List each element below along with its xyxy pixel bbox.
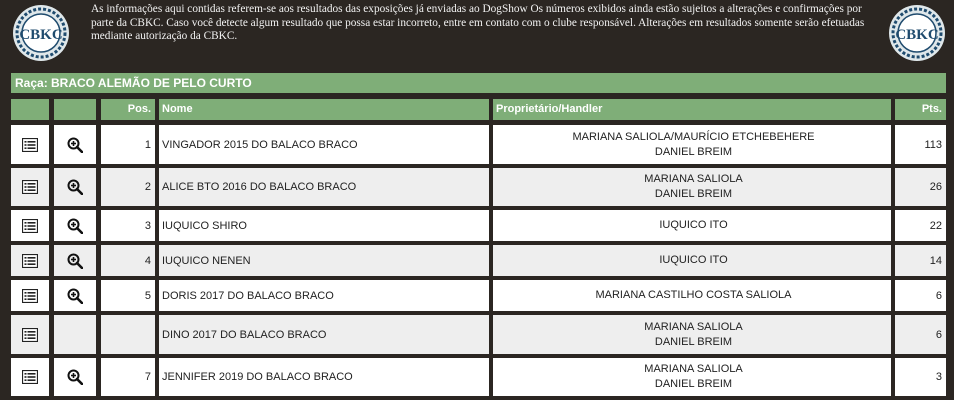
table-row: [11, 280, 946, 311]
logo-text: CBKC: [895, 27, 939, 43]
breed-title-bar: Raça: BRACO ALEMÃO DE PELO CURTO: [11, 73, 946, 93]
handler-name: DANIEL BREIM: [654, 378, 733, 390]
table-row: [11, 125, 946, 164]
owner-name: MARIANA CASTILHO COSTA SALIOLA: [595, 289, 792, 301]
header-pts: Pts.: [895, 99, 946, 120]
owner-name: IUQUICO ITO: [659, 219, 728, 231]
owner-name: MARIANA SALIOLA: [644, 363, 743, 375]
details-button[interactable]: [11, 210, 49, 241]
list-icon: [22, 328, 38, 342]
row-prop: [493, 210, 891, 241]
header-prop: Proprietário/Handler: [493, 99, 891, 120]
cbkc-logo-left: [12, 4, 70, 62]
magnifier-icon: [67, 369, 83, 385]
row-pts: 22: [895, 210, 946, 241]
row-prop: [493, 315, 891, 354]
owner-name: MARIANA SALIOLA/MAURÍCIO ETCHEBEHERE: [572, 130, 815, 143]
list-icon: [22, 254, 38, 268]
magnifier-icon: [67, 253, 83, 269]
row-pts: 6: [895, 280, 946, 311]
list-icon: [22, 138, 38, 152]
header-search-col: [54, 99, 96, 120]
header-pos: Pos.: [101, 99, 155, 120]
owner-name: IUQUICO ITO: [659, 254, 728, 266]
row-pts: 26: [895, 168, 946, 206]
search-button[interactable]: [54, 280, 96, 311]
search-button[interactable]: [54, 358, 96, 396]
owner-name: MARIANA SALIOLA: [644, 173, 743, 185]
row-prop: [493, 168, 891, 206]
table-header: [11, 99, 946, 120]
handler-name: DANIEL BREIM: [654, 145, 733, 158]
list-icon: [22, 289, 38, 303]
owner-name: MARIANA SALIOLA: [644, 320, 743, 333]
row-prop: [493, 245, 891, 276]
logo-text: CBKC: [19, 27, 63, 43]
row-pts: 113: [895, 125, 946, 164]
table-row: [11, 315, 946, 354]
magnifier-icon: [67, 218, 83, 234]
row-prop: [493, 280, 891, 311]
details-button[interactable]: [11, 315, 49, 354]
magnifier-icon: [67, 179, 83, 195]
row-pos: 7: [101, 358, 155, 396]
magnifier-icon: [67, 137, 83, 153]
details-button[interactable]: [11, 280, 49, 311]
row-nome: IUQUICO SHIRO: [159, 210, 489, 241]
row-pts: 6: [895, 315, 946, 354]
table-row: [11, 168, 946, 206]
row-pos: [101, 315, 155, 354]
table-row: [11, 245, 946, 276]
table-row: [11, 358, 946, 396]
cbkc-logo-right: [888, 4, 946, 62]
row-pos: 1: [101, 125, 155, 164]
row-nome: DINO 2017 DO BALACO BRACO: [159, 315, 489, 354]
row-nome: VINGADOR 2015 DO BALACO BRACO: [159, 125, 489, 164]
search-button[interactable]: [54, 210, 96, 241]
row-pos: 2: [101, 168, 155, 206]
row-nome: DORIS 2017 DO BALACO BRACO: [159, 280, 489, 311]
details-button[interactable]: [11, 125, 49, 164]
row-nome: ALICE BTO 2016 DO BALACO BRACO: [159, 168, 489, 206]
search-button: [54, 315, 96, 354]
search-button[interactable]: [54, 125, 96, 164]
row-pos: 3: [101, 210, 155, 241]
results-notice: As informações aqui contidas referem-se aos resultados das exposições já enviadas ao DogShow Os números exibidos ainda estão sujeitos a alterações e confirmações por parte da CBKC. Caso você detecte algum resultado que possa estar incorreto, entre em contato com o clube responsável. Alterações em resultados somente serão efetuadas mediante autorização da CBKC.: [91, 3, 865, 43]
list-icon: [22, 219, 38, 233]
row-pos: 5: [101, 280, 155, 311]
row-nome: JENNIFER 2019 DO BALACO BRACO: [159, 358, 489, 396]
row-pts: 14: [895, 245, 946, 276]
details-button[interactable]: [11, 358, 49, 396]
row-prop: [493, 125, 891, 164]
details-button[interactable]: [11, 168, 49, 206]
magnifier-icon: [67, 288, 83, 304]
handler-name: DANIEL BREIM: [654, 335, 733, 348]
handler-name: DANIEL BREIM: [654, 188, 733, 200]
header-details-col: [11, 99, 49, 120]
row-pts: 3: [895, 358, 946, 396]
list-icon: [22, 370, 38, 384]
header-nome: Nome: [159, 99, 489, 120]
row-nome: IUQUICO NENEN: [159, 245, 489, 276]
table-row: [11, 210, 946, 241]
row-prop: [493, 358, 891, 396]
list-icon: [22, 180, 38, 194]
search-button[interactable]: [54, 168, 96, 206]
details-button[interactable]: [11, 245, 49, 276]
search-button[interactable]: [54, 245, 96, 276]
row-pos: 4: [101, 245, 155, 276]
